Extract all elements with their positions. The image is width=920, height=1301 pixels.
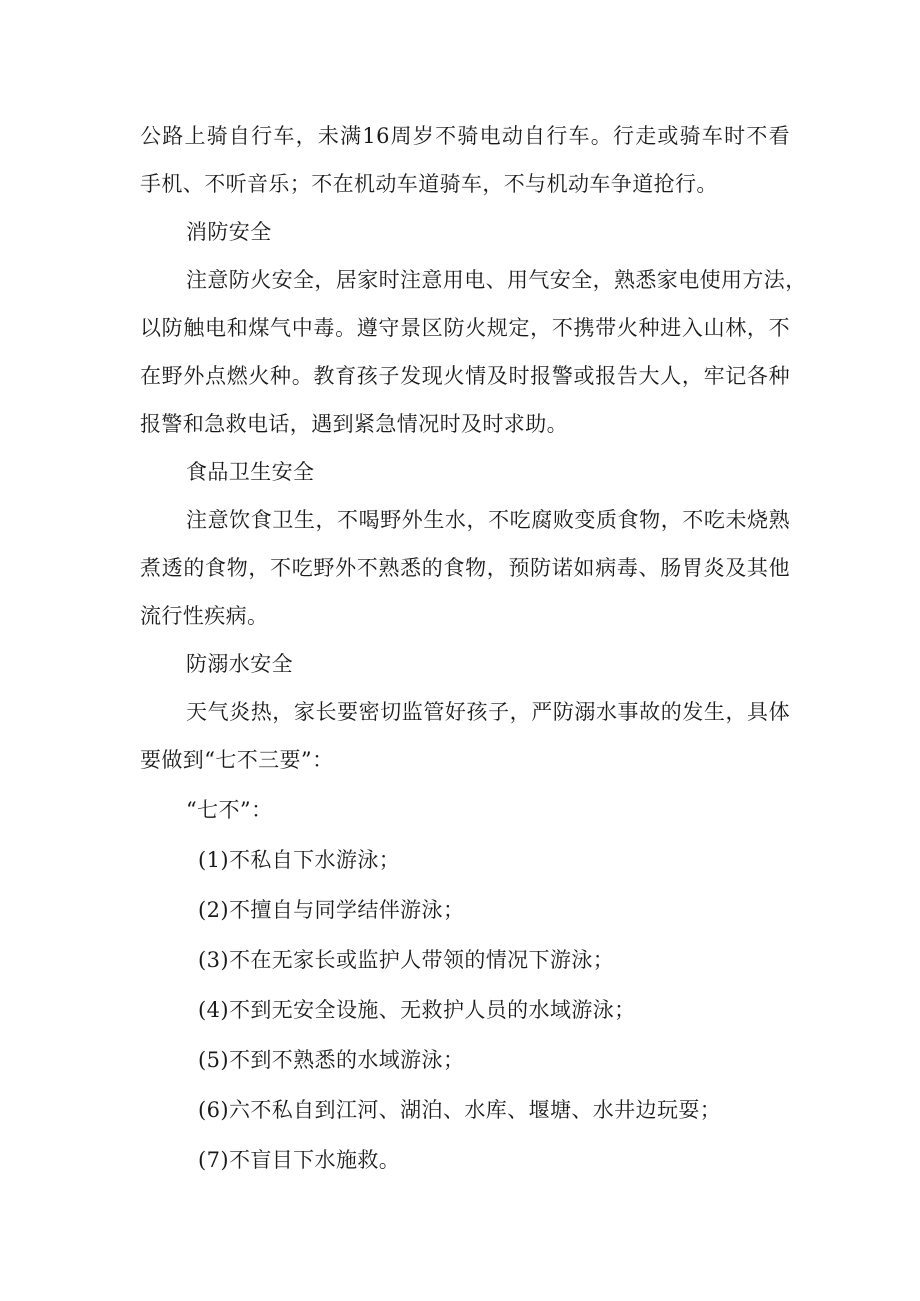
document-page (140, 112, 807, 1184)
paragraph-line: 注意饮食卫生，不喝野外生水，不吃腐败变质食物，不吃未烧熟 (186, 508, 790, 532)
section-heading-fire: 消防安全 (186, 220, 272, 244)
paragraph-line: 以防触电和煤气中毒。遵守景区防火规定，不携带火种进入山林，不 (140, 316, 790, 340)
paragraph-line: 煮透的食物，不吃野外不熟悉的食物，预防诺如病毒、肠胃炎及其他 (140, 556, 790, 580)
paragraph-line: 注意防火安全，居家时注意用电、用气安全，熟悉家电使用方法， (186, 268, 807, 292)
list-item: (7)不盲目下水施救。 (198, 1148, 401, 1172)
paragraph-line: 天气炎热，家长要密切监管好孩子，严防溺水事故的发生，具体 (186, 700, 790, 724)
list-item: (4)不到无安全设施、无救护人员的水域游泳； (198, 998, 636, 1022)
list-item: (6)六不私自到江河、湖泊、水库、堰塘、水井边玩耍； (198, 1098, 722, 1122)
paragraph-line: 要做到“七不三要”： (140, 748, 334, 772)
seven-no-label: “七不”： (186, 798, 273, 822)
list-item: (1)不私自下水游泳； (198, 848, 401, 872)
list-item: (3)不在无家长或监护人带领的情况下游泳； (198, 948, 615, 972)
list-item: (5)不到不熟悉的水域游泳； (198, 1048, 465, 1072)
section-heading-drowning: 防溺水安全 (186, 652, 293, 676)
section-heading-food: 食品卫生安全 (186, 460, 315, 484)
paragraph-line: 报警和急救电话，遇到紧急情况时及时求助。 (140, 412, 568, 436)
paragraph-line: 公路上骑自行车，未满16周岁不骑电动自行车。行走或骑车时不看 (140, 124, 790, 148)
list-item: (2)不擅自与同学结伴游泳； (198, 898, 465, 922)
paragraph-line: 手机、不听音乐；不在机动车道骑车，不与机动车争道抢行。 (140, 172, 718, 196)
paragraph-line: 在野外点燃火种。教育孩子发现火情及时报警或报告大人，牢记各种 (140, 364, 790, 388)
paragraph-line: 流行性疾病。 (140, 604, 269, 628)
